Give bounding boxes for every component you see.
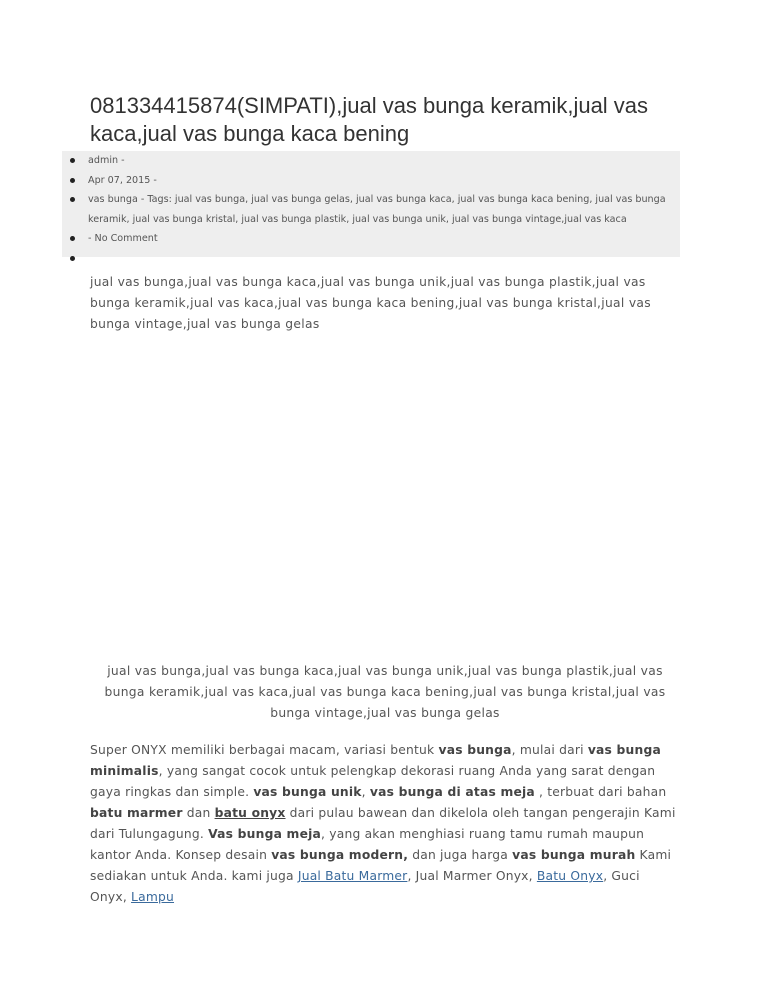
- keyword: vas bunga murah: [512, 848, 636, 862]
- meta-date: Apr 07, 2015 -: [62, 171, 680, 191]
- keyword: vas bunga di atas meja: [369, 785, 535, 799]
- post-meta-list: [62, 151, 680, 257]
- jual-batu-marmer-link[interactable]: Jual Batu Marmer: [297, 869, 408, 883]
- image-caption: jual vas bunga,jual vas bunga kaca,jual vas bunga unik,jual vas bunga plastik,jual vas bunga keramik,jual vas kaca,jual vas bunga kaca bening,jual vas bunga kristal,jual vas bunga vintage,jual vas bunga gelas: [104, 664, 666, 720]
- text: Kami sediakan untuk Anda. kami juga: [90, 848, 672, 883]
- intro-paragraph: jual vas bunga,jual vas bunga kaca,jual vas bunga unik,jual vas bunga plastik,jual vas bunga keramik,jual vas kaca,jual vas bunga kaca bening,jual vas bunga kristal,jual vas bunga vintage,jual vas bunga gelas: [90, 275, 651, 331]
- text: , Guci Onyx,: [90, 869, 640, 904]
- body-paragraph: [90, 740, 680, 908]
- text: , Jual Marmer Onyx,: [407, 869, 537, 883]
- keyword: Vas bunga meja: [208, 827, 322, 841]
- meta-tags: vas bunga - Tags: jual vas bunga, jual vas bunga gelas, jual vas bunga kaca, jual vas bunga kaca bening, jual vas bunga keramik, jual vas bunga kristal, jual vas bunga plastik, jual vas bunga unik, jual vas bunga vintage,jual vas kaca: [62, 190, 680, 229]
- text: dari pulau bawean dan dikelola oleh tangan pengerajin Kami dari Tulungagung.: [90, 806, 676, 841]
- text: , yang akan menghiasi ruang tamu rumah maupun kantor Anda. Konsep desain: [90, 827, 645, 862]
- keyword: vas bunga minimalis: [90, 743, 661, 778]
- text: Super ONYX memiliki berbagai macam, variasi bentuk: [90, 743, 439, 757]
- meta-comments: - No Comment: [62, 229, 680, 249]
- text: ,: [361, 785, 370, 799]
- keyword: batu marmer: [90, 806, 183, 820]
- text: dan: [182, 806, 215, 820]
- batu-onyx-link-2[interactable]: Batu Onyx: [536, 869, 604, 883]
- batu-onyx-link[interactable]: batu onyx: [214, 806, 286, 820]
- meta-author: admin -: [62, 151, 680, 171]
- keyword: vas bunga modern,: [271, 848, 409, 862]
- text: dan juga harga: [408, 848, 513, 862]
- text: , mulai dari: [511, 743, 588, 757]
- text: , yang sangat cocok untuk pelengkap dekorasi ruang Anda yang sarat dengan gaya ringkas dan simple.: [90, 764, 656, 799]
- text: , terbuat dari bahan: [534, 785, 667, 799]
- post-title: 081334415874(SIMPATI),jual vas bunga keramik,jual vas kaca,jual vas bunga kaca bening: [90, 93, 649, 146]
- lampu-link[interactable]: Lampu: [131, 890, 175, 904]
- keyword: vas bunga: [438, 743, 512, 757]
- keyword: vas bunga unik: [253, 785, 362, 799]
